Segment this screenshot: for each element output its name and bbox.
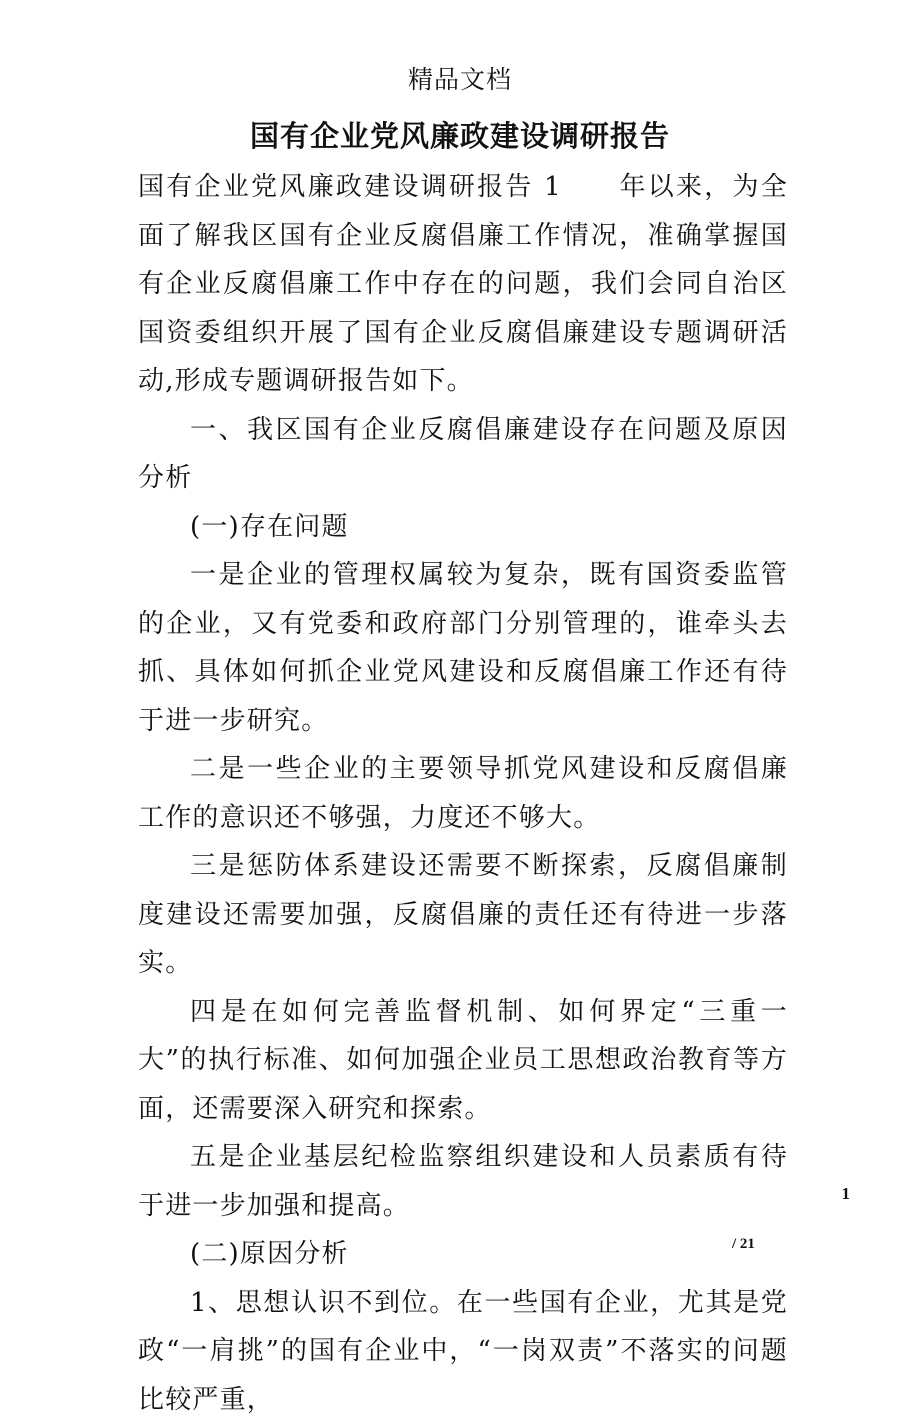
- subsection-heading-problems: (一)存在问题: [138, 503, 788, 552]
- section-heading-1: 一、我区国有企业反腐倡廉建设存在问题及原因分析: [138, 406, 788, 503]
- paragraph-problem-1: 一是企业的管理权属较为复杂，既有国资委监管的企业，又有党委和政府部门分别管理的，谁牵头去抓、具体如何抓企业党风建设和反腐倡廉工作还有待于进一步研究。: [138, 551, 788, 745]
- page-number: 1: [842, 1184, 851, 1204]
- paragraph-problem-5: 五是企业基层纪检监察组织建设和人员素质有待于进一步加强和提高。: [138, 1133, 788, 1230]
- paragraph-problem-4: 四是在如何完善监督机制、如何界定“三重一大”的执行标准、如何加强企业员工思想政治教育等方面，还需要深入研究和探索。: [138, 988, 788, 1134]
- document-body: [138, 163, 788, 1424]
- paragraph-intro: 国有企业党风廉政建设调研报告 1 年以来，为全面了解我区国有企业反腐倡廉工作情况，准确掌握国有企业反腐倡廉工作中存在的问题，我们会同自治区国资委组织开展了国有企业反腐倡廉建设专题调研活动,形成专题调研报告如下。: [138, 163, 788, 406]
- document-title: 国有企业党风廉政建设调研报告: [0, 116, 920, 156]
- header-label: 精品文档: [0, 62, 920, 98]
- paragraph-cause-1: 1、思想认识不到位。在一些国有企业，尤其是党政“一肩挑”的国有企业中，“一岗双责”不落实的问题比较严重，: [138, 1279, 788, 1424]
- subsection-heading-causes: (二)原因分析: [138, 1230, 788, 1279]
- paragraph-problem-2: 二是一些企业的主要领导抓党风建设和反腐倡廉工作的意识还不够强，力度还不够大。: [138, 745, 788, 842]
- page-total: / 21: [732, 1236, 755, 1253]
- paragraph-problem-3: 三是惩防体系建设还需要不断探索，反腐倡廉制度建设还需要加强，反腐倡廉的责任还有待进一步落实。: [138, 842, 788, 988]
